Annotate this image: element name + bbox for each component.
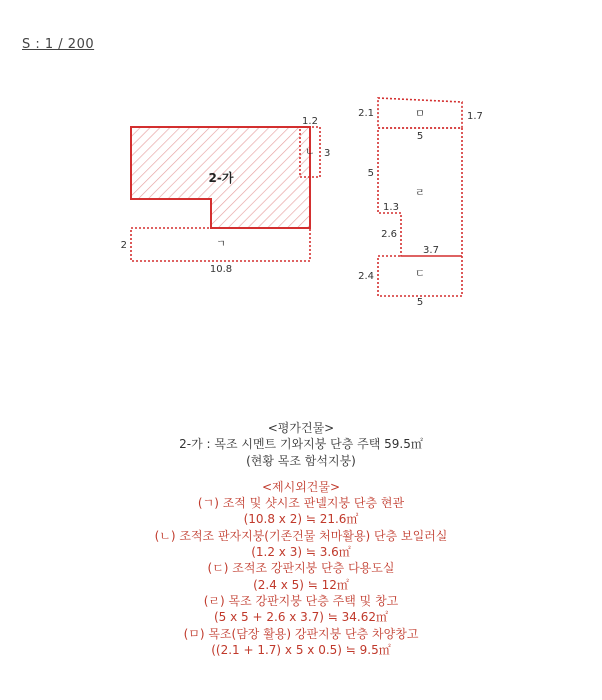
annex-n-label: ㄴ [305,147,315,158]
item-m-calc: ((2.1 + 1.7) x 5 x 0.5) ≒ 9.5㎡ [211,642,391,657]
right-building-group [358,98,483,308]
dim-5-bottom: 5 [416,297,424,308]
annex-m-label: ㅁ [415,109,425,120]
scale-label: S : 1 / 200 [22,37,95,52]
item-g-calc: (10.8 x 2) ≒ 21.6㎡ [243,512,359,527]
dim-1-7: 1.7 [467,111,483,122]
dim-2-1: 2.1 [358,108,374,119]
dim-2: 2 [120,240,127,251]
item-n-calc: (1.2 x 3) ≒ 3.6㎡ [251,545,351,560]
item-d-calc: (2.4 x 5) ≒ 12㎡ [253,577,349,592]
item-d-desc: (ㄷ) 조적조 강판지붕 단층 다용도실 [207,561,395,576]
annex-g-label: ㄱ [216,239,226,250]
eval-line-2: (현황 목조 함석지붕) [246,453,356,468]
item-g-desc: (ㄱ) 조적 및 샷시조 판넬지붕 단층 현관 [197,496,405,511]
building-2ga-label: 2-가 [208,171,234,185]
dim-3-7: 3.7 [423,245,439,256]
annex-r-label: ㄹ [415,188,425,199]
notes-block [0,420,602,658]
dim-5-side: 5 [367,168,374,179]
item-m-desc: (ㅁ) 목조(담장 활용) 강판지붕 단층 차양창고 [183,626,419,641]
dim-2-4: 2.4 [358,271,374,282]
dim-3: 3 [324,148,331,159]
eval-line-1: 2-가 : 목조 시멘트 기와지붕 단층 주택 59.5㎡ [179,437,423,452]
annex-d-label: ㄷ [415,269,425,280]
eval-header: <평가건물> [267,421,335,435]
extra-header: <제시외건물> [261,479,341,494]
dim-1-2: 1.2 [302,116,318,127]
left-building-group [121,116,331,275]
item-r-calc: (5 x 5 + 2.6 x 3.7) ≒ 34.62㎡ [214,610,388,625]
item-r-desc: (ㄹ) 목조 강판지붕 단층 주택 및 창고 [203,593,399,608]
dim-10-8: 10.8 [209,264,233,275]
dim-1-3: 1.3 [383,202,399,213]
item-n-desc: (ㄴ) 조적조 판자지붕(기존건물 처마활용) 단층 보일러실 [154,528,448,543]
dim-5-top: 5 [416,131,424,142]
dim-2-6: 2.6 [381,229,397,240]
